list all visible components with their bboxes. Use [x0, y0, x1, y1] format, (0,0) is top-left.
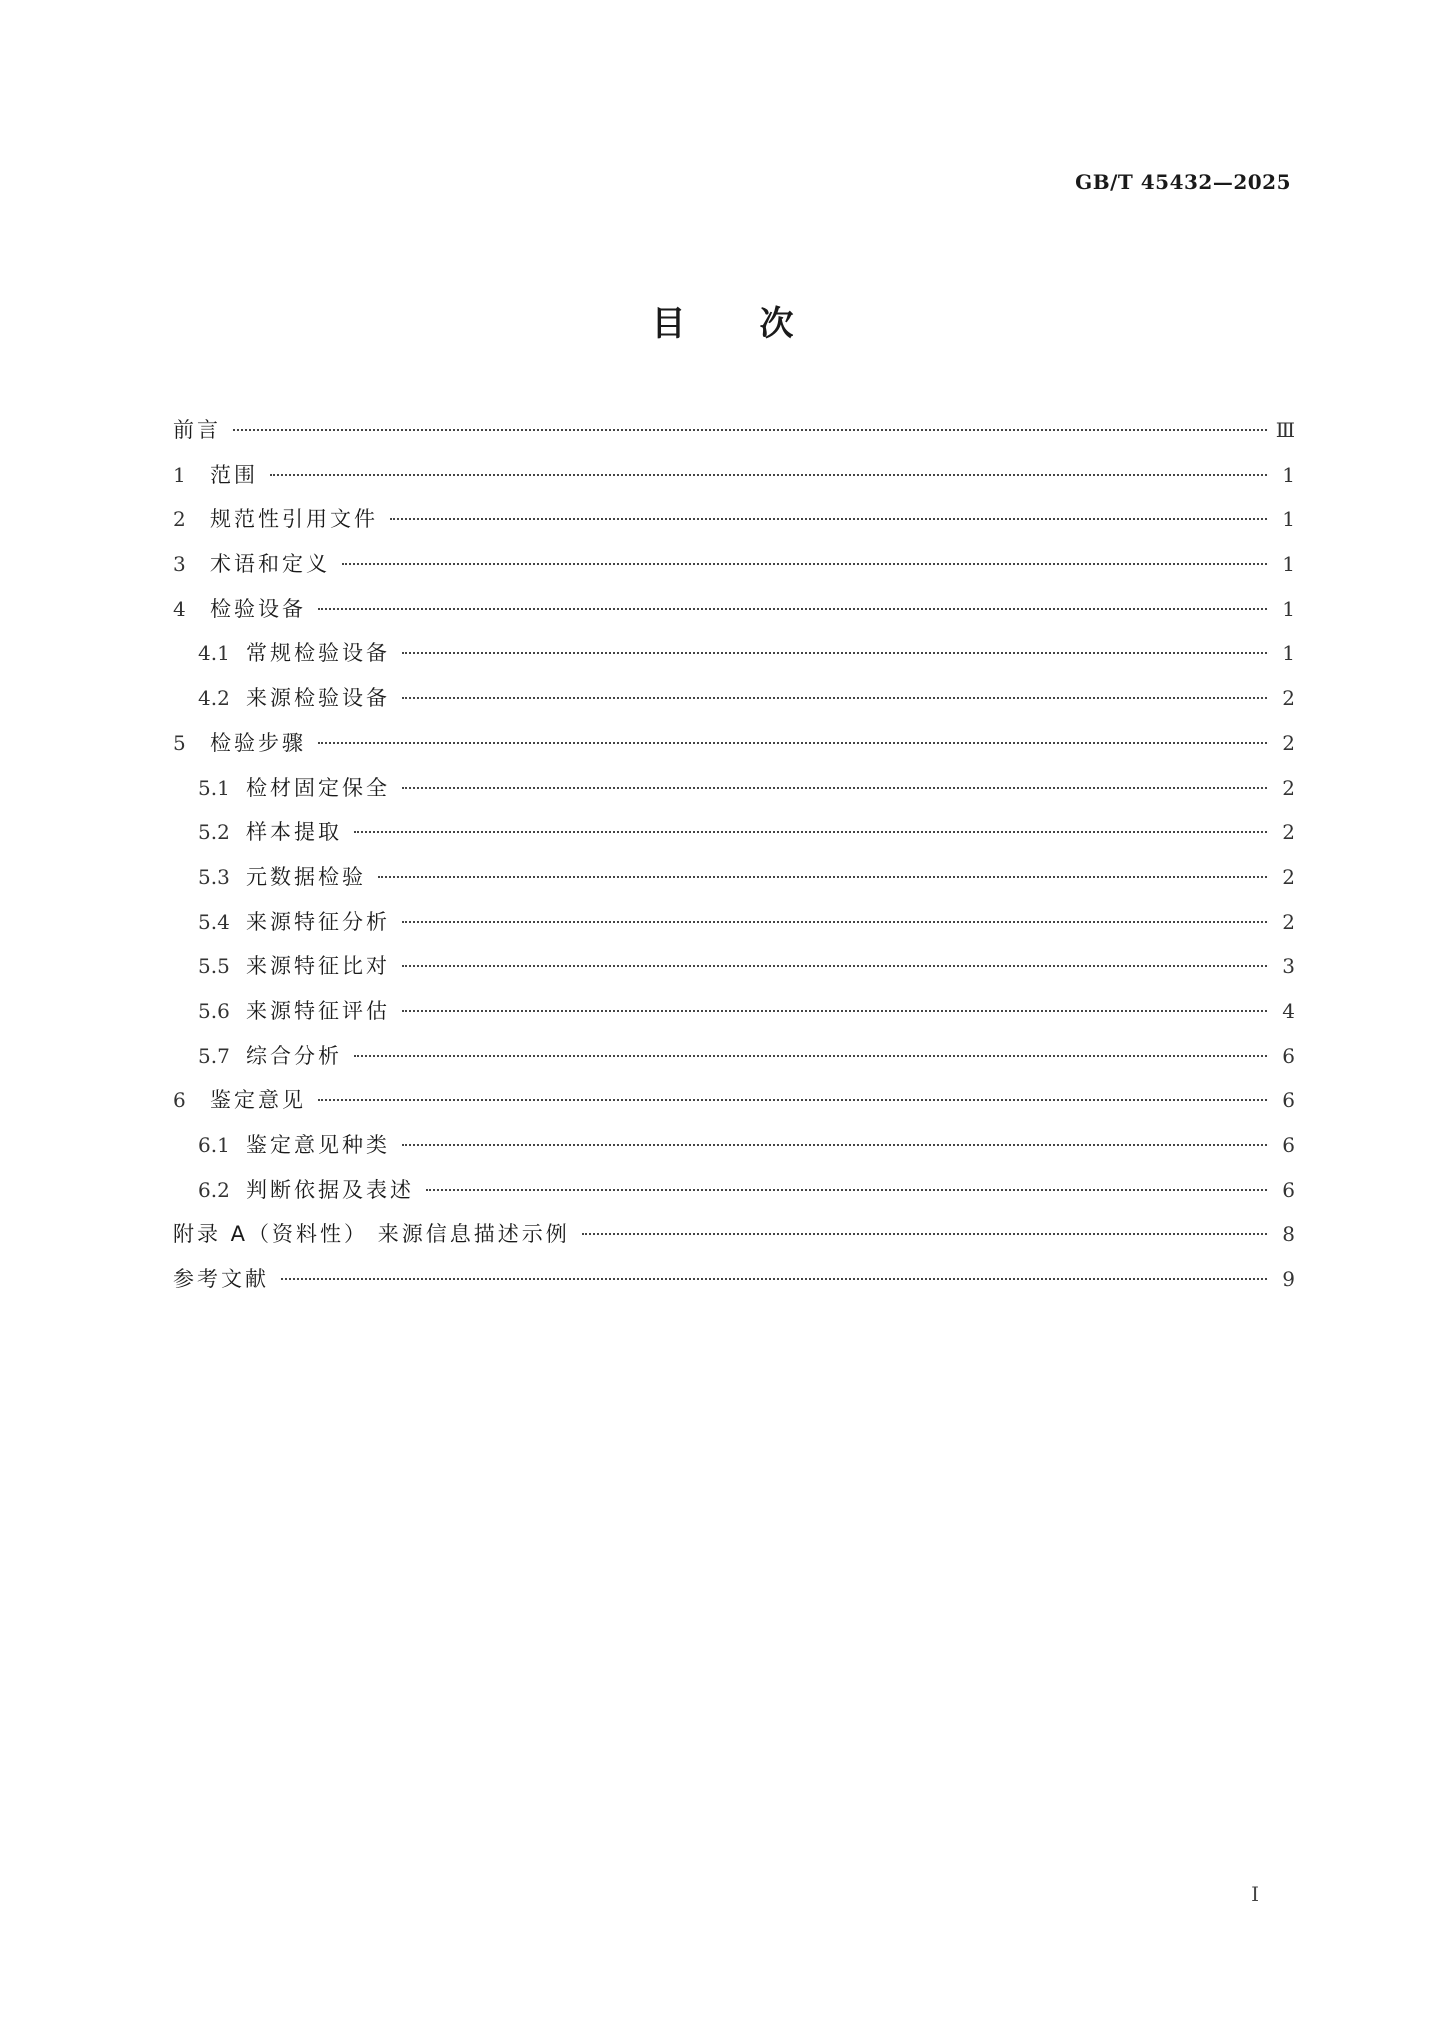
toc-leader [270, 474, 1267, 476]
toc-entry-number: 5.2 [198, 820, 230, 845]
table-of-contents [173, 408, 1295, 1302]
toc-entry-page: 2 [1282, 864, 1295, 889]
toc-entry-page: 4 [1282, 998, 1295, 1023]
toc-leader [318, 1099, 1267, 1101]
toc-entry-page: 6 [1282, 1043, 1295, 1068]
toc-entry-page: 2 [1282, 686, 1295, 711]
toc-leader [378, 876, 1267, 878]
toc-entry-label: 常规检验设备 [246, 641, 390, 666]
toc-entry-label: 综合分析 [246, 1043, 342, 1068]
toc-leader [582, 1233, 1267, 1235]
toc-leader [354, 831, 1267, 833]
toc-entry-4-2[interactable] [173, 676, 1295, 721]
toc-entry-number: 4.2 [198, 686, 230, 711]
toc-entry-page: 1 [1282, 507, 1295, 532]
toc-entry-label: 鉴定意见种类 [246, 1133, 390, 1157]
toc-entry-page: 6 [1282, 1177, 1295, 1202]
toc-entry-label: 来源特征评估 [246, 998, 390, 1023]
toc-leader [281, 1278, 1267, 1280]
toc-entry-number: 1 [173, 462, 186, 487]
toc-entry-6-1[interactable] [173, 1123, 1295, 1168]
toc-entry-number: 4 [173, 596, 186, 621]
toc-entry-label: 参考文献 [173, 1267, 269, 1292]
toc-entry-label: 范围 [210, 462, 258, 487]
toc-entry-page: 2 [1282, 775, 1295, 800]
toc-entry-page: 1 [1282, 596, 1295, 621]
toc-entry-label: 鉴定意见 [210, 1088, 306, 1113]
toc-entry-1[interactable] [173, 453, 1295, 498]
toc-leader [426, 1189, 1267, 1191]
toc-leader [233, 429, 1267, 431]
toc-entry-number: 3 [173, 552, 186, 577]
toc-leader [402, 1144, 1267, 1146]
toc-leader [318, 742, 1267, 744]
toc-entry-page: 9 [1282, 1267, 1295, 1292]
toc-entry-5-7[interactable] [173, 1034, 1295, 1079]
toc-entry-page: 2 [1282, 730, 1295, 755]
toc-entry-page: 2 [1282, 820, 1295, 845]
toc-entry-number: 5.5 [198, 954, 230, 979]
toc-entry-label: 来源特征比对 [246, 954, 390, 979]
toc-entry-4[interactable] [173, 587, 1295, 632]
toc-entry-6-2[interactable] [173, 1168, 1295, 1213]
toc-entry-5-1[interactable] [173, 766, 1295, 811]
toc-entry-page: 1 [1282, 462, 1295, 487]
toc-entry-number: 5.6 [198, 998, 230, 1023]
toc-entry-number: 5 [173, 730, 186, 755]
toc-entry-label: 元数据检验 [246, 864, 366, 889]
toc-leader [402, 787, 1267, 789]
toc-entry-number: 2 [173, 507, 186, 532]
toc-entry-foreword[interactable] [173, 408, 1295, 453]
toc-entry-label: 检验设备 [210, 596, 306, 621]
toc-leader [390, 518, 1267, 520]
toc-entry-number: 5.3 [198, 864, 230, 889]
toc-entry-6[interactable] [173, 1078, 1295, 1123]
toc-entry-5-3[interactable] [173, 855, 1295, 900]
toc-entry-label: 来源检验设备 [246, 686, 390, 711]
toc-entry-number: 5.4 [198, 909, 230, 934]
toc-entry-page: 8 [1282, 1222, 1295, 1247]
toc-entry-3[interactable] [173, 542, 1295, 587]
toc-entry-page: 6 [1282, 1088, 1295, 1113]
toc-entry-label: 前言 [173, 418, 221, 442]
toc-entry-number: 6.1 [198, 1133, 230, 1157]
toc-entry-number: 4.1 [198, 641, 230, 666]
toc-leader [354, 1055, 1267, 1057]
toc-leader [402, 965, 1267, 967]
toc-entry-5-6[interactable] [173, 989, 1295, 1034]
toc-entry-5-4[interactable] [173, 900, 1295, 945]
toc-leader [402, 652, 1267, 654]
toc-entry-page: 1 [1282, 641, 1295, 666]
toc-entry-label: 检验步骤 [210, 730, 306, 755]
page-number: Ⅰ [1251, 1882, 1259, 1906]
toc-leader [402, 1010, 1267, 1012]
toc-entry-5-5[interactable] [173, 944, 1295, 989]
toc-leader [402, 697, 1267, 699]
toc-entry-label: 术语和定义 [210, 552, 330, 577]
toc-entry-number: 5.7 [198, 1043, 230, 1068]
toc-entry-label: 附录 A（资料性） 来源信息描述示例 [173, 1222, 570, 1247]
standard-code: GB/T 45432—2025 [1075, 170, 1291, 194]
toc-entry-number: 6 [173, 1088, 186, 1113]
toc-title: 目次 [651, 304, 868, 344]
toc-entry-appendix-a[interactable] [173, 1212, 1295, 1257]
toc-entry-page: 1 [1282, 552, 1295, 577]
toc-entry-page: Ⅲ [1275, 418, 1295, 442]
toc-leader [402, 921, 1267, 923]
toc-entry-number: 5.1 [198, 775, 230, 800]
toc-entry-2[interactable] [173, 497, 1295, 542]
toc-entry-references[interactable] [173, 1257, 1295, 1302]
toc-entry-label: 检材固定保全 [246, 775, 390, 800]
toc-entry-number: 6.2 [198, 1177, 230, 1202]
toc-entry-label: 来源特征分析 [246, 909, 390, 934]
toc-entry-5[interactable] [173, 721, 1295, 766]
toc-entry-page: 6 [1282, 1133, 1295, 1157]
toc-entry-4-1[interactable] [173, 631, 1295, 676]
toc-entry-5-2[interactable] [173, 810, 1295, 855]
toc-leader [318, 608, 1267, 610]
toc-entry-page: 2 [1282, 909, 1295, 934]
toc-entry-label: 规范性引用文件 [210, 507, 378, 532]
toc-entry-label: 样本提取 [246, 820, 342, 845]
toc-entry-page: 3 [1282, 954, 1295, 979]
toc-entry-label: 判断依据及表述 [246, 1177, 414, 1202]
toc-leader [342, 563, 1267, 565]
